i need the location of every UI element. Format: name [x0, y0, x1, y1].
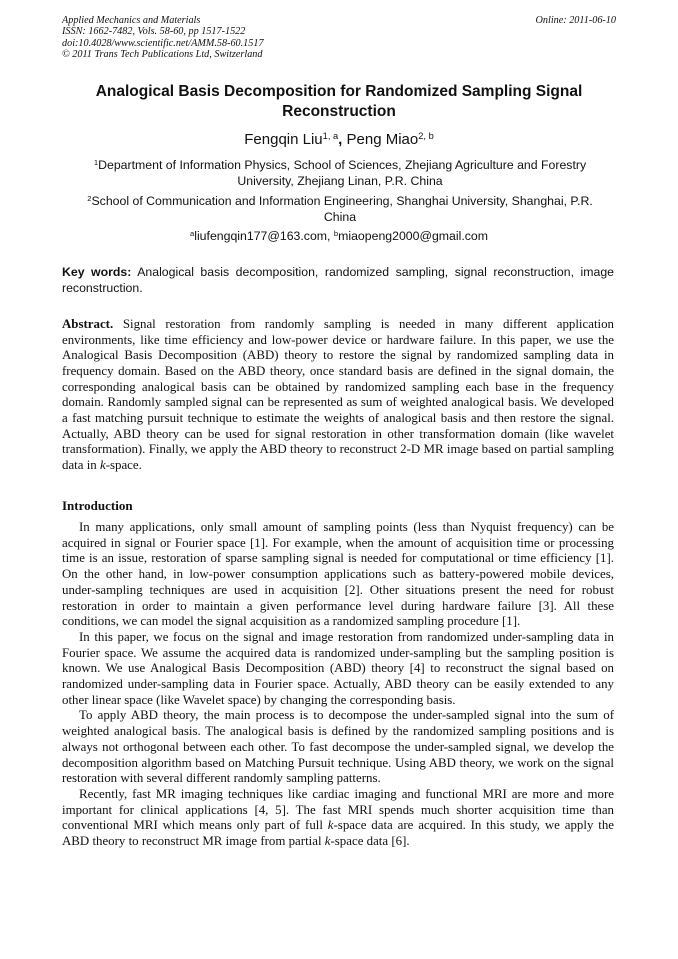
paragraph-text: -space data [6].	[330, 834, 410, 849]
author-emails	[62, 228, 616, 244]
affiliation-text: China	[323, 210, 357, 224]
paper-title	[70, 82, 608, 121]
abstract-text: Signal restoration from randomly sampling is needed in many different application environments, like time efficiency and low-power device or hardware failure. In this paper, we use the Analogical Basis Decomposition (ABD) theory to restore the signal by randomized sampling data in frequency domain. Based on the ABD theory, once standard basis are defined in the signal domain, the corresponding analogical basis can be obtained by randomized sampling each base in the frequency domain. Randomly sampled signal can be represented as sum of weighted analogical basis. We developed a fast matching pursuit technique to estimate the weights of analogical basis and then restore the signal. Actually, ABD theory can be used for signal restoration in other transformation domain (like wavelet transformation). Finally, we apply the ABD theory to reconstruct 2-D MR image based on partial sampling data in	[62, 317, 614, 472]
paragraph: In many applications, only small amount of sampling points (less than Nyquist frequency) can be acquired in signal or Fourier space [1]. For example, when the amount of acquisition time or processing time is an issue, restoration of sparse sampling signal is needed for computational or time efficiency [1]. On the other hand, in low-power consumption applications such as battery-powered mobile devices, under-sampling techniques are used in acquisition [2]. Other situations present the need for robust restoration in order to maintain a given performance level during hardware failure [3]. All these conditions, we can model the signal acquisition as a randomized sampling procedure [1].	[62, 520, 614, 629]
copyright-line: © 2011 Trans Tech Publications Ltd, Switzerland	[62, 49, 263, 61]
email-marker: a	[189, 228, 195, 238]
keywords-label: Key words:	[62, 265, 132, 279]
author-affil-marker: 1, a	[322, 130, 339, 141]
keywords-text: Analogical basis decomposition, randomized sampling, signal reconstruction, image reconstruction.	[62, 265, 614, 295]
author-affil-marker: 2, b	[418, 130, 434, 141]
affiliation-text: University, Zhejiang Linan, P.R. China	[237, 174, 443, 188]
k-symbol: k	[327, 818, 334, 833]
author-separator: ,	[338, 131, 347, 148]
affiliation-text: Department of Information Physics, School of Sciences, Zhejiang Agriculture and Forestry	[98, 158, 587, 172]
k-symbol: k	[99, 457, 106, 472]
keywords-section	[62, 265, 614, 297]
author-list	[62, 131, 616, 149]
abstract-section	[62, 317, 614, 474]
issn-line: ISSN: 1662-7482, Vols. 58-60, pp 1517-1522	[62, 26, 246, 38]
author-name: Fengqin Liu	[244, 131, 323, 148]
paragraph-text: -space data are acquired. In this study, we apply the ABD theory to reconstruct MR image from partial	[62, 818, 614, 849]
journal-header	[62, 15, 616, 61]
introduction-body	[62, 520, 614, 850]
k-symbol: k	[324, 834, 331, 849]
paragraph	[62, 787, 614, 850]
affiliation-2	[80, 193, 600, 225]
abstract-text-end: -space.	[105, 457, 142, 472]
doi-line[interactable]: doi:10.4028/www.scientific.net/AMM.58-60.1517	[62, 37, 264, 49]
section-heading-introduction: Introduction	[62, 498, 133, 513]
paragraph-text: Recently, fast MR imaging techniques like cardiac imaging and functional MRI are more and more important for clinical applications [4, 5]. The fast MRI spends much shorter acquisition time than conventional MRI which means only part of full	[62, 786, 614, 833]
affiliation-1	[80, 157, 600, 189]
email-marker: b	[333, 228, 339, 238]
journal-name: Applied Mechanics and Materials	[62, 15, 201, 26]
paragraph: In this paper, we focus on the signal and image restoration from randomized under-sampling data in Fourier space. We assume the acquired data is randomized under-sampling but the sampling position is known. We use Analogical Basis Decomposition (ABD) theory [4] to reconstruct the signal based on randomized under-sampling data in Fourier space. Actually, ABD theory can be easily extended to any other linear space (like Wavelet space) by changing the corresponding basis.	[62, 629, 614, 707]
title-line-1: Analogical Basis Decomposition for Randomized Sampling Signal	[95, 83, 583, 100]
email-link[interactable]: miaopeng2000@gmail.com	[338, 229, 488, 243]
online-date: Online: 2011-06-10	[535, 15, 616, 26]
affiliation-number: 2	[87, 193, 92, 203]
title-line-2: Reconstruction	[282, 102, 396, 120]
affiliation-text: School of Communication and Information Engineering, Shanghai University, Shanghai, P.R.	[91, 194, 593, 208]
affiliation-number: 1	[93, 157, 99, 167]
paragraph: To apply ABD theory, the main process is to decompose the under-sampled signal into the sum of weighted analogical basis. The analogical basis is defined by the randomized sampling positions and is always not orthogonal between each other. To fast decompose the under-sampled signal, we develop the decomposition algorithm based on Matching Pursuit technique. Using ABD theory, we work on the signal restoration with several different randomly sampling patterns.	[62, 708, 614, 786]
author-name: Peng Miao	[346, 131, 419, 148]
abstract-label: Abstract.	[62, 317, 114, 331]
email-link[interactable]: liufengqin177@163.com,	[194, 229, 334, 243]
